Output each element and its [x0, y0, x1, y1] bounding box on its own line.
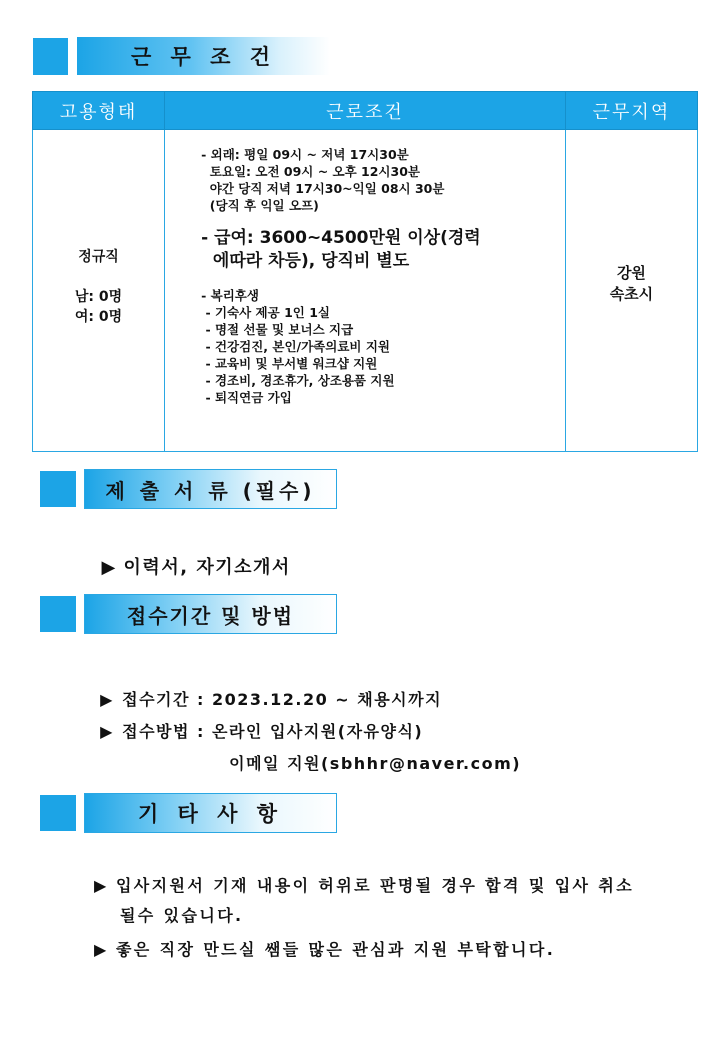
location-line: 속초시 [609, 284, 654, 303]
section-marker [40, 795, 76, 831]
section-title-application: 접수기간 및 방법 [84, 594, 337, 634]
section-marker [33, 38, 68, 75]
application-email: 이메일 지원(sbhhr@naver.com) [229, 754, 522, 773]
location-cell [565, 130, 697, 452]
welfare-line: - 건강검진, 본인/가족의료비 지원 [201, 339, 390, 354]
welfare [201, 287, 565, 406]
hours-line: 야간 당직 저녁 17시30~익일 08시 30분 [201, 181, 445, 196]
hours-line: (당직 후 익일 오프) [201, 198, 319, 213]
other-item: ▶ 입사지원서 기재 내용이 허위로 판명될 경우 합격 및 입사 취소 [93, 876, 635, 895]
welfare-line: - 퇴직연금 가입 [201, 390, 292, 405]
arrow-right-icon: ▶ [100, 690, 114, 709]
conditions-cell [165, 130, 566, 452]
application-method: ▶ 접수방법 : 온라인 입사지원(자유양식) [100, 722, 424, 741]
arrow-right-icon: ▶ [93, 940, 109, 959]
section-marker [40, 596, 76, 632]
location-line: 강원 [616, 263, 646, 282]
employment-type: 정규직 [78, 248, 119, 265]
welfare-line: - 경조비, 경조휴가, 상조용품 지원 [201, 373, 395, 388]
application-period: ▶ 접수기간 : 2023.12.20 ~ 채용시까지 [100, 690, 443, 709]
welfare-line: - 복리후생 [201, 288, 259, 303]
welfare-line: - 명절 선물 및 보너스 지급 [201, 322, 354, 337]
work-conditions-table [32, 91, 698, 452]
documents-item: ▶ 이력서, 자기소개서 [101, 557, 291, 578]
work-hours [201, 146, 565, 214]
arrow-right-icon: ▶ [101, 557, 117, 578]
header-employment: 고용형태 [33, 92, 165, 130]
hours-line: - 외래: 평일 09시 ~ 저녁 17시30분 [201, 147, 409, 162]
employment-cell [33, 130, 165, 452]
arrow-right-icon: ▶ [93, 876, 109, 895]
male-count: 남: 0명 [74, 288, 123, 305]
other-item: ▶ 좋은 직장 만드실 쌤들 많은 관심과 지원 부탁합니다. [93, 940, 556, 959]
salary-line: 에따라 차등), 당직비 별도 [201, 251, 410, 271]
other-item-continued: 될수 있습니다. [119, 906, 244, 925]
salary [201, 227, 565, 273]
female-count: 여: 0명 [74, 308, 123, 325]
welfare-line: - 교육비 및 부서별 워크샵 지원 [201, 356, 378, 371]
welfare-line: - 기숙사 제공 1인 1실 [201, 305, 330, 320]
section-marker [40, 471, 76, 507]
section-title-documents: 제 출 서 류 (필수) [84, 469, 337, 509]
section-title-other: 기 타 사 항 [84, 793, 337, 833]
header-conditions: 근로조건 [165, 92, 566, 130]
salary-line: - 급여: 3600~4500만원 이상(경력 [201, 228, 481, 248]
hours-line: 토요일: 오전 09시 ~ 오후 12시30분 [201, 164, 420, 179]
section-title-work-conditions: 근 무 조 건 [77, 37, 330, 75]
arrow-right-icon: ▶ [100, 722, 114, 741]
header-location: 근무지역 [565, 92, 697, 130]
